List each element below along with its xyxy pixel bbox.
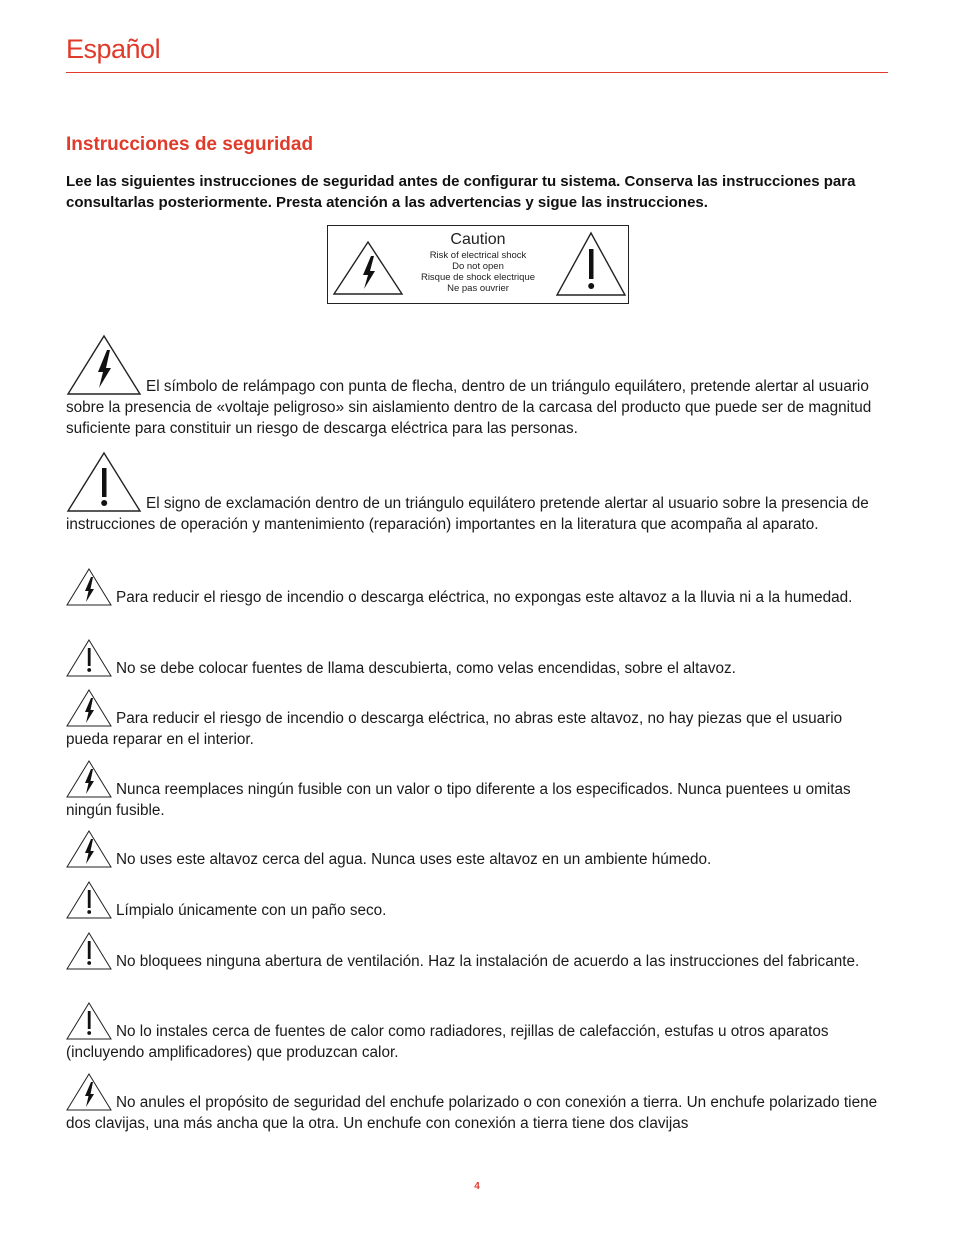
exclamation-triangle-icon [66, 451, 142, 513]
safety-item [66, 451, 888, 535]
language-title: Español [66, 34, 161, 64]
item-text: Límpialo únicamente con un paño seco. [116, 902, 387, 919]
item-text: No bloquees ninguna abertura de ventilación. Haz la instalación de acuerdo a las instrucciones del fabricante. [116, 953, 860, 970]
lightning-triangle-icon [66, 1073, 112, 1111]
lightning-triangle-icon [66, 568, 112, 606]
lightning-triangle-icon [66, 689, 112, 727]
caution-text [410, 230, 546, 294]
safety-item [66, 334, 888, 439]
caution-line: Ne pas ouvrier [447, 283, 509, 294]
page-number: 4 [474, 1181, 480, 1192]
item-text: Para reducir el riesgo de incendio o descarga eléctrica, no expongas este altavoz a la lluvia ni a la humedad. [116, 589, 853, 606]
caution-line: Risque de shock electrique [420, 272, 536, 283]
safety-item [66, 1002, 888, 1063]
safety-item [66, 1073, 888, 1134]
item-text: El símbolo de relámpago con punta de flecha, dentro de un triángulo equilátero, pretende alertar al usuario sobre la presencia de «voltaje peligroso» sin aislamiento dentro de la carcasa del producto que puede ser de magnitud suficiente para constituir un riesgo de descarga eléctrica para las personas. [66, 378, 872, 437]
lightning-triangle-icon [66, 760, 112, 798]
safety-item [66, 568, 888, 608]
safety-item [66, 639, 888, 679]
lightning-triangle-icon [66, 334, 142, 396]
caution-label [327, 225, 629, 304]
page-header [66, 30, 888, 73]
item-text: No uses este altavoz cerca del agua. Nunca uses este altavoz en un ambiente húmedo. [116, 851, 712, 868]
exclamation-triangle-icon [66, 1002, 112, 1040]
exclamation-triangle-icon [66, 932, 112, 970]
safety-item [66, 881, 888, 921]
item-text: El signo de exclamación dentro de un triángulo equilátero pretende alertar al usuario sobre la presencia de instrucciones de operación y mantenimiento (reparación) importantes en la literatura que acompaña al aparato. [66, 495, 869, 533]
item-text: Para reducir el riesgo de incendio o descarga eléctrica, no abras este altavoz, no hay piezas que el usuario pueda reparar en el interior. [66, 710, 843, 748]
intro-paragraph: Lee las siguientes instrucciones de seguridad antes de configurar tu sistema. Conserva las instrucciones para consultarlas posteriormente. Presta atención a las advertencias y sigue las instrucciones. [66, 173, 856, 211]
exclamation-triangle-icon [66, 881, 112, 919]
caution-title: Caution [450, 231, 506, 248]
safety-item [66, 830, 888, 870]
safety-item [66, 689, 888, 750]
exclamation-triangle-icon [66, 639, 112, 677]
safety-item [66, 760, 888, 821]
lightning-triangle-icon [332, 240, 404, 301]
item-text: No se debe colocar fuentes de llama descubierta, como velas encendidas, sobre el altavoz. [116, 660, 736, 677]
caution-line: Do not open [452, 261, 504, 272]
exclamation-triangle-icon [555, 231, 627, 302]
item-text: Nunca reemplaces ningún fusible con un valor o tipo diferente a los especificados. Nunca puentees u omitas ningún fusible. [66, 781, 851, 819]
item-text: No lo instales cerca de fuentes de calor como radiadores, rejillas de calefacción, estufas u otros aparatos (incluyendo amplificadores) que produzcan calor. [66, 1023, 829, 1061]
lightning-triangle-icon [66, 830, 112, 868]
safety-item [66, 932, 888, 972]
section-title: Instrucciones de seguridad [66, 134, 314, 155]
item-text: No anules el propósito de seguridad del enchufe polarizado o con conexión a tierra. Un enchufe polarizado tiene dos clavijas, una más ancha que la otra. Un enchufe con conexión a tierra tiene dos clavijas [66, 1094, 878, 1132]
caution-line: Risk of electrical shock [429, 250, 527, 261]
